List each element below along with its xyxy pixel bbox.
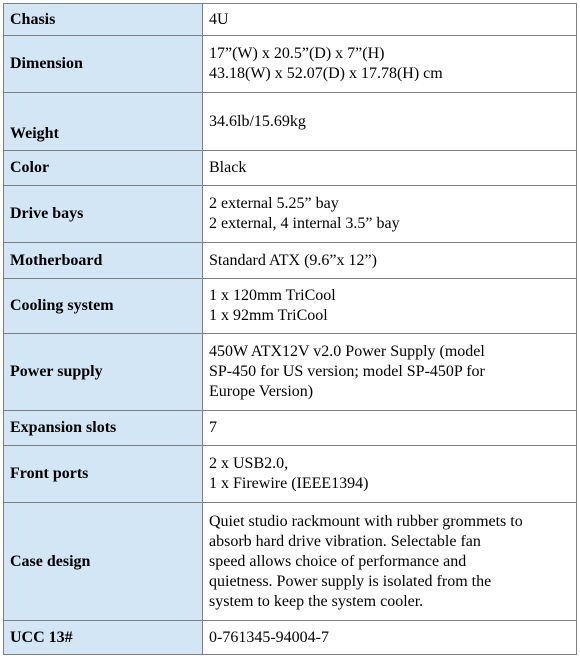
row-label-case-design: Case design (4, 503, 203, 621)
row-value-power-supply (203, 334, 577, 411)
row-value-ucc (203, 621, 577, 655)
row-value-color (203, 151, 577, 186)
row-label-weight: Weight (4, 93, 203, 151)
value-line: Europe Version) (209, 383, 314, 400)
row-label-chasis: Chasis (4, 4, 203, 36)
table-row (4, 4, 577, 36)
value-line: 450W ATX12V v2.0 Power Supply (model (209, 343, 485, 360)
row-value-cooling-system (203, 279, 577, 334)
value-line: 1 x 120mm TriCool (209, 287, 336, 304)
row-label-front-ports: Front ports (4, 446, 203, 503)
value-line: 2 x USB2.0, (209, 455, 289, 472)
row-label-cooling-system: Cooling system (4, 279, 203, 334)
row-value-drive-bays (203, 186, 577, 243)
row-label-expansion-slots: Expansion slots (4, 411, 203, 446)
table-row (4, 151, 577, 186)
table-row (4, 243, 577, 279)
row-label-power-supply: Power supply (4, 334, 203, 411)
row-label-drive-bays: Drive bays (4, 186, 203, 243)
value-line: Black (209, 159, 247, 176)
spec-table (3, 3, 577, 655)
table-row (4, 411, 577, 446)
value-line: 2 external, 4 internal 3.5” bay (209, 215, 400, 232)
value-line: 2 external 5.25” bay (209, 195, 339, 212)
table-row (4, 334, 577, 411)
value-line: 34.6lb/15.69kg (209, 112, 306, 130)
value-line: 1 x Firewire (IEEE1394) (209, 475, 369, 492)
row-label-motherboard: Motherboard (4, 243, 203, 279)
value-line: 1 x 92mm TriCool (209, 307, 328, 324)
value-line: 0-761345-94004-7 (209, 628, 329, 646)
row-value-dimension (203, 36, 577, 93)
table-row (4, 279, 577, 334)
value-line: 7 (209, 419, 217, 436)
value-line: quietness. Power supply is isolated from the (209, 572, 492, 590)
value-line: system to keep the system cooler. (209, 592, 424, 610)
row-label-ucc: UCC 13# (4, 621, 203, 655)
row-value-case-design (203, 503, 577, 621)
table-row (4, 186, 577, 243)
table-row (4, 36, 577, 93)
table-row (4, 621, 577, 655)
value-line: 17”(W) x 20.5”(D) x 7”(H) (209, 45, 385, 62)
row-value-front-ports (203, 446, 577, 503)
row-value-weight (203, 93, 577, 151)
value-line: 43.18(W) x 52.07(D) x 17.78(H) cm (209, 65, 443, 82)
row-label-dimension: Dimension (4, 36, 203, 93)
row-value-chasis (203, 4, 577, 36)
value-line: 4U (209, 10, 229, 28)
row-value-motherboard (203, 243, 577, 279)
table-row (4, 503, 577, 621)
value-line: Standard ATX (9.6”x 12”) (209, 251, 377, 269)
table-row (4, 446, 577, 503)
table-row (4, 93, 577, 151)
value-line: speed allows choice of performance and (209, 552, 467, 570)
row-label-color: Color (4, 151, 203, 186)
value-line: Quiet studio rackmount with rubber grommets to (209, 512, 523, 530)
row-value-expansion-slots (203, 411, 577, 446)
value-line: absorb hard drive vibration. Selectable fan (209, 532, 481, 550)
value-line: SP-450 for US version; model SP-450P for (209, 363, 485, 380)
